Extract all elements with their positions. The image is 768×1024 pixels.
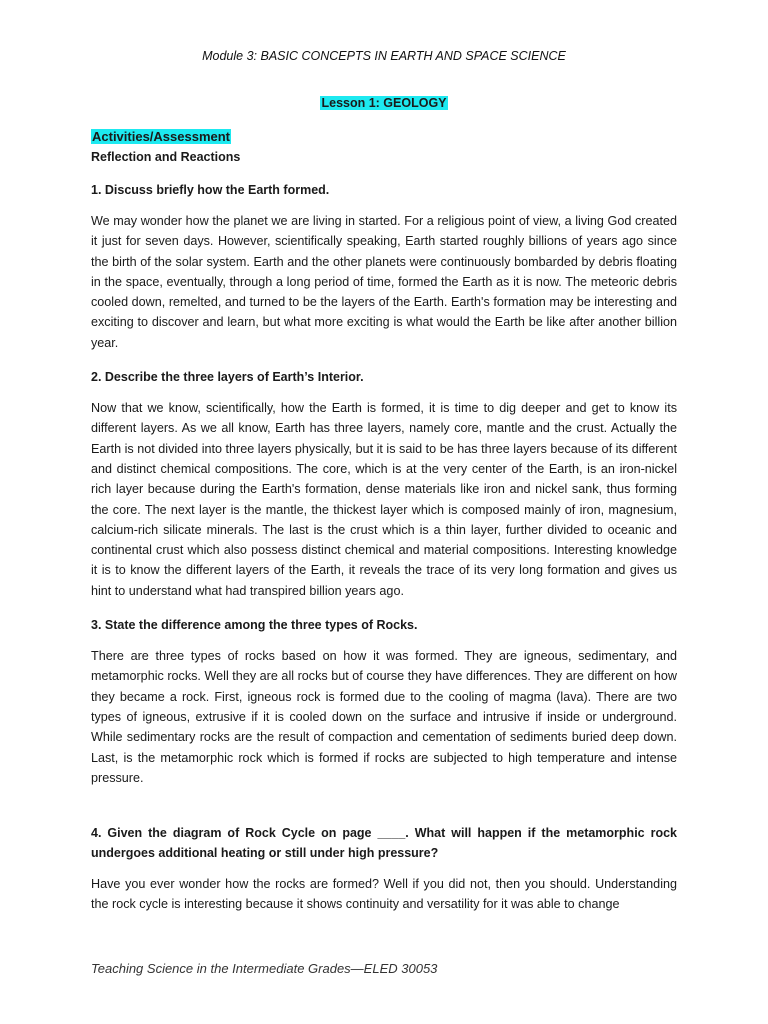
page-content [91,47,677,915]
activities-heading-line [91,128,677,146]
question-3: 3. State the difference among the three types of Rocks. [91,618,418,633]
answer-3: There are three types of rocks based on how it was formed. They are igneous, sedimentary, and metamorphic rocks. Well they are all rocks but of course they have differences. They are different on how they became a rock. First, igneous rock is formed due to the cooling of magma (lava). There are two types of igneous, extrusive if it is cooled down on the surface and intrusive if inside or underground. While sedimentary rocks are the result of compaction and cementation of sediments buried deep down. Last, is the metamorphic rock which is formed if rocks are subjected to high temperature and intense pressure. [91,649,677,785]
answer-2: Now that we know, scientifically, how the Earth is formed, it is time to dig deeper and get to know its different layers. As we all know, Earth has three layers, namely core, mantle and the crust. Actually the Earth is not divided into three layers physically, but it is said to be has three layers because of its different and distinct chemical compositions. The core, which is at the very center of the Earth, is an iron-nickel rich layer because during the Earth's formation, dense materials like iron and nickel sank, thus forming the core. The next layer is the mantle, the thickest layer which is composed mainly of iron, magnesium, calcium-rich silicate minerals. The last is the crust which is a thin layer, further divided to oceanic and continental crust which also possess distinct chemical and material compositions. Interesting knowledge it is to know the different layers of the Earth, it reveals the trace of its very long formation and gives us hint to understand what had transpired billion years ago. [91,401,677,598]
question-2: 2. Describe the three layers of Earth’s Interior. [91,370,364,385]
lesson-title-line [91,94,677,112]
question-4: 4. Given the diagram of Rock Cycle on page ____. What will happen if the metamorphic rock undergoes additional heating or still under high pressure? [91,826,677,861]
reflection-subheading: Reflection and Reactions [91,150,241,164]
lesson-title: Lesson 1: GEOLOGY [321,96,447,110]
activities-heading: Activities/Assessment [92,129,231,144]
answer-1: We may wonder how the planet we are living in started. For a religious point of view, a living God created it just for seven days. However, scientifically speaking, Earth started roughly billions of years ago since the birth of the solar system. Earth and the other planets were continuously bombarded by debris floating in the space, eventually, through a long period of time, formed the Earth as it is now. The meteoric debris cooled down, remelted, and turned to be the layers of the Earth. Earth's formation may be interesting and exciting to discover and learn, but what more exciting is what would the Earth be like after another billion year. [91,214,677,350]
question-1: 1. Discuss briefly how the Earth formed. [91,183,330,197]
answer-4: Have you ever wonder how the rocks are formed? Well if you did not, then you should. Understanding the rock cycle is interesting because it shows continuity and versatility for it was able to change [91,877,677,912]
page-footer: Teaching Science in the Intermediate Grades—ELED 30053 [91,961,438,976]
module-title: Module 3: BASIC CONCEPTS IN EARTH AND SPACE SCIENCE [202,49,566,63]
